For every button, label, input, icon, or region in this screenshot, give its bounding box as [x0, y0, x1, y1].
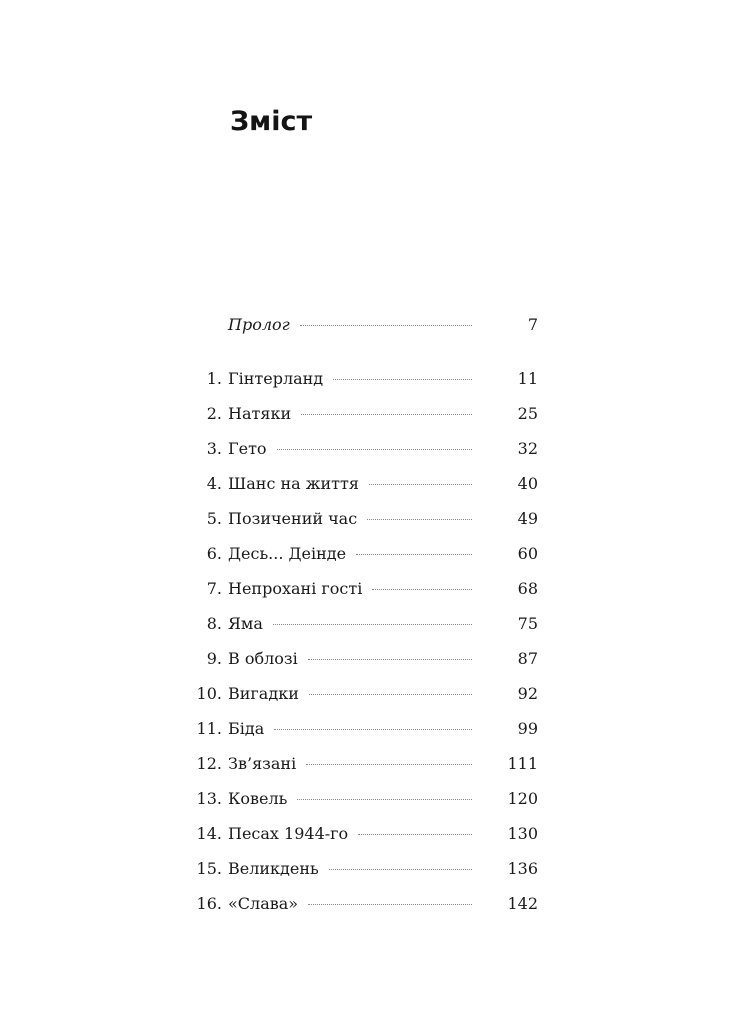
dot-leader — [274, 728, 472, 730]
toc-entry-title: «Слава» — [228, 894, 299, 913]
dot-leader — [309, 693, 472, 695]
dot-leader — [308, 903, 472, 905]
toc-entry-number: 9. — [206, 649, 222, 668]
toc-entry-title: Великдень — [228, 859, 319, 878]
dot-leader — [277, 448, 472, 450]
toc-entry-page: 130 — [507, 824, 538, 843]
toc-entry-page: 92 — [517, 684, 538, 703]
toc-entry[interactable] — [190, 824, 538, 850]
dot-leader — [306, 763, 472, 765]
toc-entry-title: Яма — [228, 614, 263, 633]
toc-entry[interactable] — [190, 684, 538, 710]
toc-entry-prologue[interactable] — [190, 315, 538, 341]
toc-entry-number: 7. — [206, 579, 222, 598]
toc-entry-title: Зв’язані — [228, 754, 297, 773]
toc-entry-number: 16. — [196, 894, 222, 913]
toc-entry[interactable] — [190, 544, 538, 570]
toc-entry-page: 87 — [517, 649, 538, 668]
toc-entry[interactable] — [190, 894, 538, 920]
toc-entry-number: 3. — [206, 439, 222, 458]
toc-entry-title: В облозі — [228, 649, 298, 668]
dot-leader — [356, 553, 472, 555]
toc-entry-number: 13. — [196, 789, 222, 808]
toc-entry-page: 40 — [517, 474, 538, 493]
page-title: Зміст — [230, 106, 313, 137]
toc-entry[interactable] — [190, 859, 538, 885]
toc-entry-number: 14. — [196, 824, 222, 843]
toc-entry-page: 99 — [517, 719, 538, 738]
toc-entry[interactable] — [190, 404, 538, 430]
toc-entry-title: Натяки — [228, 404, 292, 423]
toc-entry-number: 6. — [206, 544, 222, 563]
dot-leader — [369, 483, 472, 485]
toc-entry-title: Непрохані гості — [228, 579, 363, 598]
toc-entry-number: 11. — [196, 719, 222, 738]
toc-entry-page: 32 — [517, 439, 538, 458]
toc-entry-title: Ковель — [228, 789, 288, 808]
toc-entry-title: Біда — [228, 719, 265, 738]
toc-entry-page: 60 — [517, 544, 538, 563]
toc-entry[interactable] — [190, 719, 538, 745]
dot-leader — [367, 518, 472, 520]
toc-entry-page: 7 — [527, 315, 538, 334]
toc-entry[interactable] — [190, 509, 538, 535]
dot-leader — [358, 833, 472, 835]
toc-entry-number: 10. — [196, 684, 222, 703]
toc-entry-title: Песах 1944-го — [228, 824, 349, 843]
toc-entry-title: Шанс на життя — [228, 474, 359, 493]
dot-leader — [297, 798, 472, 800]
toc-entry-number: 8. — [206, 614, 222, 633]
toc-entry-number: 5. — [206, 509, 222, 528]
toc-entry[interactable] — [190, 439, 538, 465]
toc-entry-title: Позичений час — [228, 509, 358, 528]
toc-entry-title: Гінтерланд — [228, 369, 324, 388]
toc-entry-page: 25 — [517, 404, 538, 423]
toc-entry-number: 1. — [206, 369, 222, 388]
toc-entry-title: Вигадки — [228, 684, 299, 703]
dot-leader — [329, 868, 472, 870]
dot-leader — [301, 413, 472, 415]
toc-entry-title: Десь... Деінде — [228, 544, 347, 563]
toc-entry-page: 49 — [517, 509, 538, 528]
toc-entry-page: 75 — [517, 614, 538, 633]
toc-entry-number: 2. — [206, 404, 222, 423]
dot-leader — [273, 623, 472, 625]
toc-entry-page: 142 — [507, 894, 538, 913]
toc-entry-page: 68 — [517, 579, 538, 598]
dot-leader — [308, 658, 472, 660]
toc-entry-page: 11 — [517, 369, 538, 388]
toc-entry-title: Гето — [228, 439, 267, 458]
toc-entry[interactable] — [190, 579, 538, 605]
toc-entry[interactable] — [190, 474, 538, 500]
toc-entry-number: 12. — [196, 754, 222, 773]
toc-entry-page: 136 — [507, 859, 538, 878]
toc-entry-number: 15. — [196, 859, 222, 878]
dot-leader — [333, 378, 472, 380]
dot-leader — [300, 324, 472, 326]
toc-entry-title: Пролог — [228, 315, 290, 334]
toc-entry[interactable] — [190, 649, 538, 675]
toc-entry[interactable] — [190, 614, 538, 640]
toc-entry-page: 120 — [507, 789, 538, 808]
toc-entry[interactable] — [190, 789, 538, 815]
toc-entry[interactable] — [190, 754, 538, 780]
dot-leader — [372, 588, 472, 590]
toc-entry-page: 111 — [507, 754, 538, 773]
toc-entry[interactable] — [190, 369, 538, 395]
toc-entry-number: 4. — [206, 474, 222, 493]
